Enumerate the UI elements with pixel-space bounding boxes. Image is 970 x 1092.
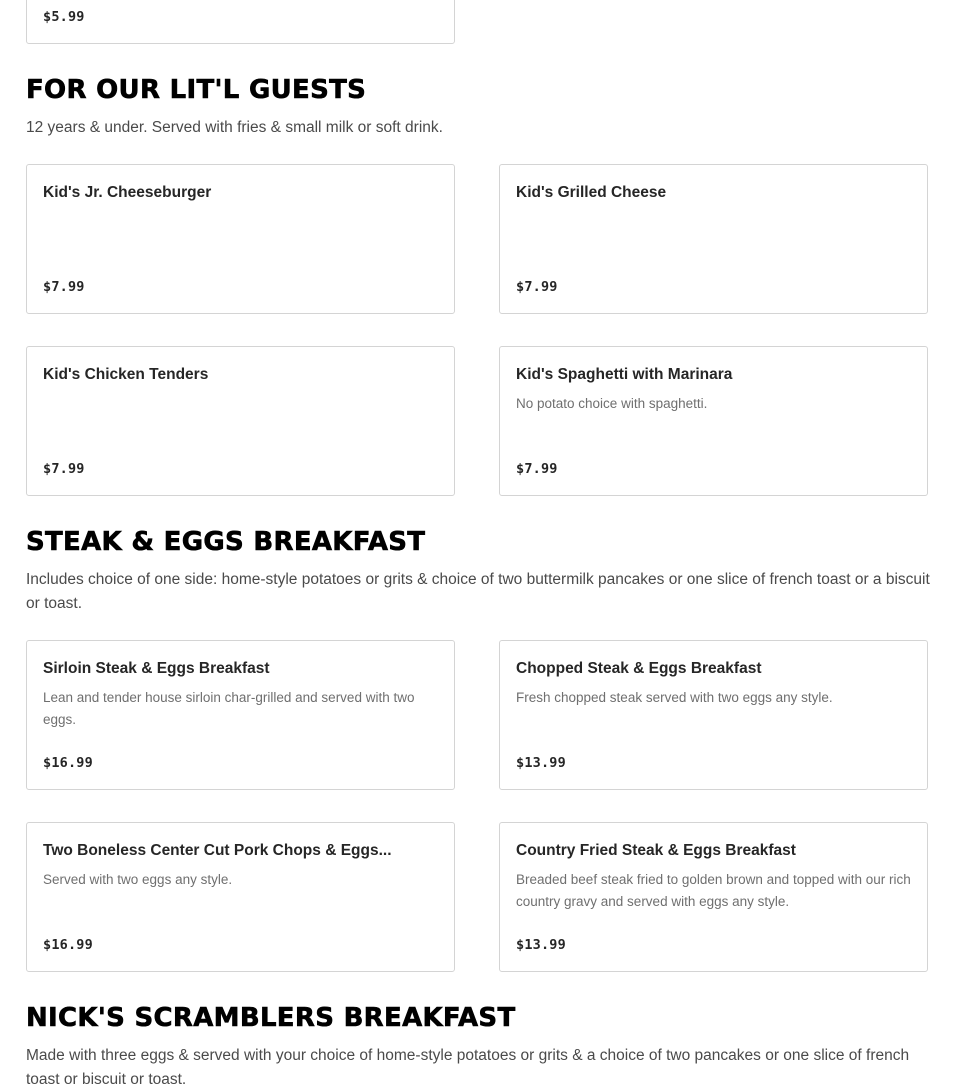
section-title-scramblers: NICK'S SCRAMBLERS BREAKFAST	[26, 1003, 516, 1033]
menu-item-card[interactable]	[499, 822, 928, 972]
item-price: $7.99	[43, 279, 85, 295]
item-description: Breaded beef steak fried to golden brown and topped with our rich country gravy and served with eggs any style.	[516, 872, 911, 909]
section-title-steak-eggs: STEAK & EGGS BREAKFAST	[26, 527, 426, 557]
menu-item-card[interactable]	[26, 164, 455, 314]
item-name: Kid's Chicken Tenders	[43, 366, 209, 383]
item-description: Lean and tender house sirloin char-grilled and served with two eggs.	[43, 690, 415, 727]
item-description: Served with two eggs any style.	[43, 872, 233, 887]
item-description: No potato choice with spaghetti.	[516, 396, 708, 411]
item-name: Chopped Steak & Eggs Breakfast	[516, 660, 762, 677]
menu-item-card[interactable]	[26, 822, 455, 972]
item-price: $13.99	[516, 937, 566, 953]
item-name: Kid's Jr. Cheeseburger	[43, 184, 212, 201]
menu-item-card[interactable]	[499, 346, 928, 496]
section-description-kids: 12 years & under. Served with fries & small milk or soft drink.	[26, 119, 443, 136]
item-price: $7.99	[43, 461, 85, 477]
menu-item-card[interactable]	[499, 640, 928, 790]
item-name: Kid's Spaghetti with Marinara	[516, 366, 733, 383]
menu-item-card[interactable]	[26, 640, 455, 790]
menu-item-card[interactable]	[26, 0, 455, 44]
item-price: $16.99	[43, 937, 93, 953]
item-name: Kid's Grilled Cheese	[516, 184, 667, 201]
item-name: Sirloin Steak & Eggs Breakfast	[43, 660, 270, 677]
item-description: Fresh chopped steak served with two eggs any style.	[516, 690, 833, 705]
item-price: $7.99	[516, 461, 558, 477]
menu-item-card[interactable]	[26, 346, 455, 496]
item-price: $7.99	[516, 279, 558, 295]
item-price: $13.99	[516, 755, 566, 771]
item-name: Country Fried Steak & Eggs Breakfast	[516, 842, 796, 859]
section-description-steak-eggs: Includes choice of one side: home-style potatoes or grits & choice of two buttermilk pancakes or one slice of french toast or a biscuit or toast.	[26, 571, 930, 612]
item-price: $16.99	[43, 755, 93, 771]
menu-item-card[interactable]	[499, 164, 928, 314]
item-price: $5.99	[43, 9, 85, 25]
section-description-scramblers: Made with three eggs & served with your choice of home-style potatoes or grits & a choice of two pancakes or one slice of french toast or biscuit or toast.	[26, 1047, 910, 1088]
item-name: Two Boneless Center Cut Pork Chops & Eggs...	[43, 842, 392, 859]
section-title-kids: FOR OUR LIT'L GUESTS	[26, 75, 367, 105]
